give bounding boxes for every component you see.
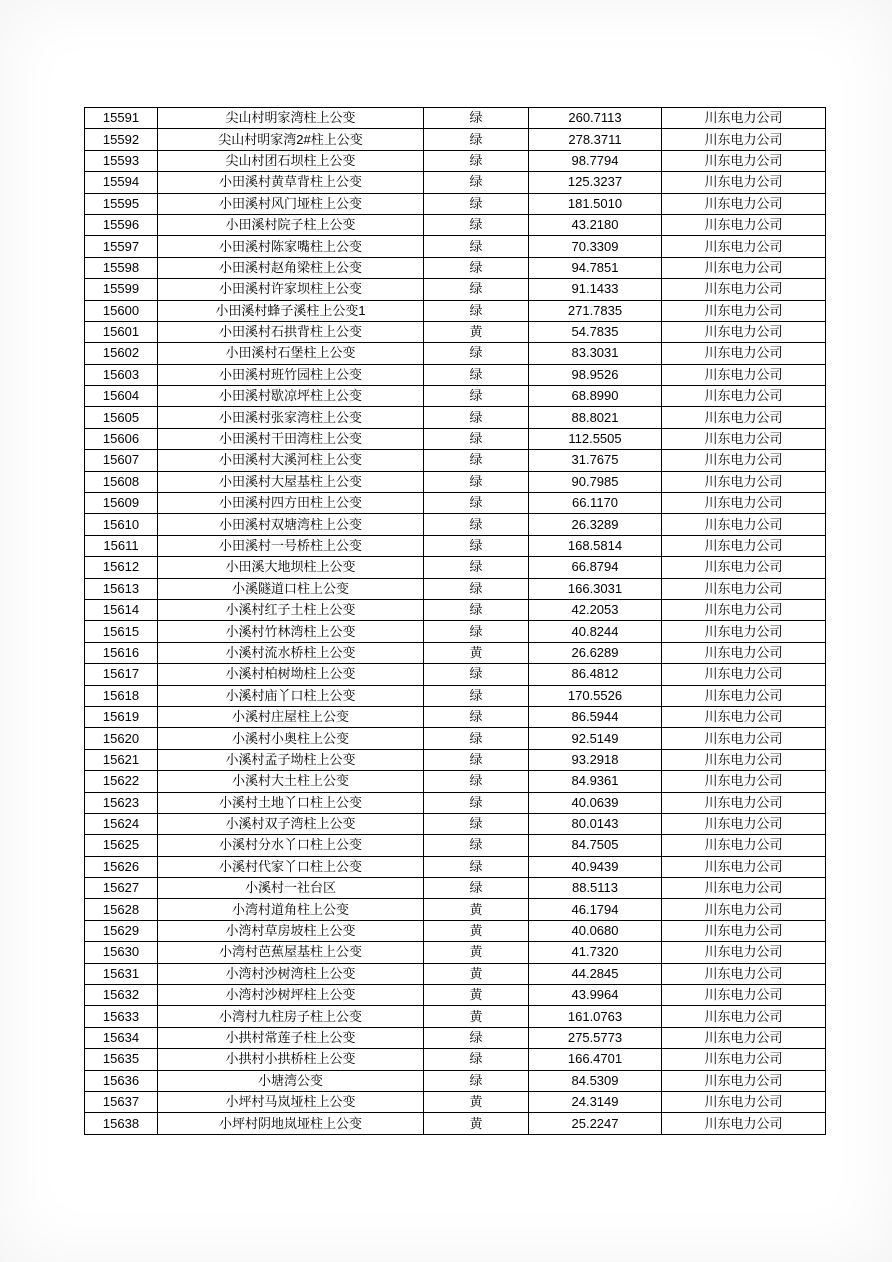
cell-value: 26.6289 [529, 642, 662, 663]
cell-name: 小溪村土地丫口柱上公变 [158, 792, 424, 813]
table-row [85, 985, 826, 1006]
cell-name: 小溪村柏树坳柱上公变 [158, 664, 424, 685]
table-row [85, 1113, 826, 1134]
table-row [85, 150, 826, 171]
cell-status: 绿 [424, 172, 529, 193]
cell-id: 15615 [85, 621, 158, 642]
cell-company: 川东电力公司 [662, 471, 826, 492]
table-row [85, 963, 826, 984]
cell-id: 15637 [85, 1091, 158, 1112]
cell-value: 43.2180 [529, 214, 662, 235]
cell-name: 小田溪村歇凉坪柱上公变 [158, 386, 424, 407]
cell-company: 川东电力公司 [662, 1027, 826, 1048]
cell-value: 43.9964 [529, 985, 662, 1006]
table-row [85, 706, 826, 727]
cell-name: 小溪隧道口柱上公变 [158, 578, 424, 599]
cell-id: 15617 [85, 664, 158, 685]
cell-company: 川东电力公司 [662, 236, 826, 257]
cell-company: 川东电力公司 [662, 706, 826, 727]
table-row [85, 428, 826, 449]
cell-value: 275.5773 [529, 1027, 662, 1048]
cell-company: 川东电力公司 [662, 1006, 826, 1027]
cell-name: 小溪村竹林湾柱上公变 [158, 621, 424, 642]
cell-name: 小田溪村风门垭柱上公变 [158, 193, 424, 214]
cell-value: 278.3711 [529, 129, 662, 150]
table-row [85, 407, 826, 428]
cell-name: 小溪村一社台区 [158, 878, 424, 899]
cell-value: 26.3289 [529, 514, 662, 535]
cell-value: 40.9439 [529, 856, 662, 877]
cell-company: 川东电力公司 [662, 728, 826, 749]
cell-name: 尖山村团石坝柱上公变 [158, 150, 424, 171]
cell-id: 15636 [85, 1070, 158, 1091]
cell-company: 川东电力公司 [662, 578, 826, 599]
cell-status: 黄 [424, 1113, 529, 1134]
cell-name: 小田溪村干田湾柱上公变 [158, 428, 424, 449]
cell-status: 绿 [424, 279, 529, 300]
cell-id: 15623 [85, 792, 158, 813]
table-row [85, 578, 826, 599]
table-row [85, 236, 826, 257]
table-row [85, 535, 826, 556]
cell-company: 川东电力公司 [662, 642, 826, 663]
table-row [85, 257, 826, 278]
cell-company: 川东电力公司 [662, 920, 826, 941]
cell-name: 小溪村代家丫口柱上公变 [158, 856, 424, 877]
table-body [85, 108, 826, 1135]
table-row [85, 771, 826, 792]
cell-value: 92.5149 [529, 728, 662, 749]
cell-company: 川东电力公司 [662, 300, 826, 321]
cell-id: 15632 [85, 985, 158, 1006]
cell-value: 41.7320 [529, 942, 662, 963]
cell-status: 绿 [424, 835, 529, 856]
cell-status: 绿 [424, 1070, 529, 1091]
cell-id: 15624 [85, 813, 158, 834]
cell-company: 川东电力公司 [662, 557, 826, 578]
cell-value: 94.7851 [529, 257, 662, 278]
cell-id: 15611 [85, 535, 158, 556]
cell-name: 小溪村大土柱上公变 [158, 771, 424, 792]
cell-id: 15593 [85, 150, 158, 171]
cell-status: 绿 [424, 386, 529, 407]
cell-company: 川东电力公司 [662, 343, 826, 364]
cell-status: 黄 [424, 985, 529, 1006]
cell-id: 15613 [85, 578, 158, 599]
cell-status: 绿 [424, 599, 529, 620]
table-row [85, 878, 826, 899]
cell-name: 小田溪村大溪河柱上公变 [158, 450, 424, 471]
cell-id: 15620 [85, 728, 158, 749]
cell-id: 15627 [85, 878, 158, 899]
cell-value: 54.7835 [529, 321, 662, 342]
table-row [85, 450, 826, 471]
table-row [85, 108, 826, 129]
cell-value: 84.9361 [529, 771, 662, 792]
cell-name: 小田溪村黄草背柱上公变 [158, 172, 424, 193]
cell-status: 绿 [424, 621, 529, 642]
table-row [85, 321, 826, 342]
cell-company: 川东电力公司 [662, 813, 826, 834]
cell-company: 川东电力公司 [662, 364, 826, 385]
cell-status: 黄 [424, 920, 529, 941]
cell-value: 86.4812 [529, 664, 662, 685]
cell-company: 川东电力公司 [662, 535, 826, 556]
cell-id: 15604 [85, 386, 158, 407]
cell-value: 125.3237 [529, 172, 662, 193]
cell-name: 小坪村马岚垭柱上公变 [158, 1091, 424, 1112]
cell-company: 川东电力公司 [662, 150, 826, 171]
cell-name: 小溪村庙丫口柱上公变 [158, 685, 424, 706]
table-row [85, 835, 826, 856]
cell-value: 66.8794 [529, 557, 662, 578]
cell-company: 川东电力公司 [662, 428, 826, 449]
cell-value: 80.0143 [529, 813, 662, 834]
cell-value: 84.5309 [529, 1070, 662, 1091]
cell-company: 川东电力公司 [662, 685, 826, 706]
cell-value: 112.5505 [529, 428, 662, 449]
cell-value: 40.8244 [529, 621, 662, 642]
table-row [85, 728, 826, 749]
cell-status: 黄 [424, 899, 529, 920]
table-row [85, 557, 826, 578]
cell-status: 绿 [424, 685, 529, 706]
cell-value: 70.3309 [529, 236, 662, 257]
cell-company: 川东电力公司 [662, 878, 826, 899]
cell-status: 绿 [424, 749, 529, 770]
table-row [85, 685, 826, 706]
cell-name: 小溪村流水桥柱上公变 [158, 642, 424, 663]
cell-value: 84.7505 [529, 835, 662, 856]
cell-status: 绿 [424, 557, 529, 578]
cell-company: 川东电力公司 [662, 1049, 826, 1070]
cell-status: 绿 [424, 214, 529, 235]
cell-company: 川东电力公司 [662, 214, 826, 235]
cell-name: 小田溪村许家坝柱上公变 [158, 279, 424, 300]
cell-company: 川东电力公司 [662, 835, 826, 856]
cell-name: 小田溪村四方田柱上公变 [158, 493, 424, 514]
cell-value: 88.8021 [529, 407, 662, 428]
table-row [85, 1027, 826, 1048]
cell-company: 川东电力公司 [662, 963, 826, 984]
table-row [85, 300, 826, 321]
cell-company: 川东电力公司 [662, 257, 826, 278]
cell-name: 小溪村双子湾柱上公变 [158, 813, 424, 834]
table-row [85, 214, 826, 235]
cell-status: 绿 [424, 535, 529, 556]
cell-company: 川东电力公司 [662, 493, 826, 514]
cell-status: 绿 [424, 108, 529, 129]
cell-value: 93.2918 [529, 749, 662, 770]
cell-value: 46.1794 [529, 899, 662, 920]
cell-status: 绿 [424, 514, 529, 535]
cell-name: 尖山村明家湾柱上公变 [158, 108, 424, 129]
cell-name: 小田溪村大屋基柱上公变 [158, 471, 424, 492]
cell-value: 66.1170 [529, 493, 662, 514]
cell-company: 川东电力公司 [662, 108, 826, 129]
cell-name: 尖山村明家湾2#柱上公变 [158, 129, 424, 150]
cell-status: 绿 [424, 578, 529, 599]
table-row [85, 129, 826, 150]
cell-status: 绿 [424, 813, 529, 834]
cell-name: 小田溪村张家湾柱上公变 [158, 407, 424, 428]
cell-status: 绿 [424, 856, 529, 877]
cell-name: 小田溪村班竹园柱上公变 [158, 364, 424, 385]
cell-id: 15608 [85, 471, 158, 492]
cell-value: 42.2053 [529, 599, 662, 620]
cell-company: 川东电力公司 [662, 1113, 826, 1134]
cell-status: 绿 [424, 129, 529, 150]
cell-value: 31.7675 [529, 450, 662, 471]
cell-status: 绿 [424, 471, 529, 492]
cell-value: 90.7985 [529, 471, 662, 492]
cell-status: 绿 [424, 1049, 529, 1070]
cell-name: 小溪村庄屋柱上公变 [158, 706, 424, 727]
cell-company: 川东电力公司 [662, 321, 826, 342]
cell-value: 168.5814 [529, 535, 662, 556]
cell-status: 黄 [424, 321, 529, 342]
cell-value: 88.5113 [529, 878, 662, 899]
cell-id: 15603 [85, 364, 158, 385]
table-row [85, 364, 826, 385]
cell-status: 绿 [424, 706, 529, 727]
cell-name: 小湾村草房坡柱上公变 [158, 920, 424, 941]
cell-name: 小田溪村一号桥柱上公变 [158, 535, 424, 556]
cell-company: 川东电力公司 [662, 856, 826, 877]
cell-status: 绿 [424, 878, 529, 899]
cell-company: 川东电力公司 [662, 193, 826, 214]
cell-id: 15596 [85, 214, 158, 235]
cell-name: 小田溪村石堡柱上公变 [158, 343, 424, 364]
cell-value: 40.0639 [529, 792, 662, 813]
cell-id: 15626 [85, 856, 158, 877]
table-row [85, 172, 826, 193]
table-row [85, 899, 826, 920]
cell-name: 小湾村九柱房子柱上公变 [158, 1006, 424, 1027]
cell-company: 川东电力公司 [662, 621, 826, 642]
cell-value: 91.1433 [529, 279, 662, 300]
cell-id: 15616 [85, 642, 158, 663]
cell-id: 15597 [85, 236, 158, 257]
cell-company: 川东电力公司 [662, 450, 826, 471]
cell-id: 15631 [85, 963, 158, 984]
cell-id: 15618 [85, 685, 158, 706]
cell-value: 40.0680 [529, 920, 662, 941]
cell-value: 24.3149 [529, 1091, 662, 1112]
table-row [85, 386, 826, 407]
cell-name: 小溪村孟子坳柱上公变 [158, 749, 424, 770]
table-row [85, 279, 826, 300]
cell-name: 小田溪村院子柱上公变 [158, 214, 424, 235]
cell-value: 98.9526 [529, 364, 662, 385]
cell-value: 83.3031 [529, 343, 662, 364]
cell-value: 86.5944 [529, 706, 662, 727]
cell-id: 15629 [85, 920, 158, 941]
cell-name: 小溪村分水丫口柱上公变 [158, 835, 424, 856]
cell-name: 小湾村道角柱上公变 [158, 899, 424, 920]
cell-status: 绿 [424, 771, 529, 792]
cell-id: 15600 [85, 300, 158, 321]
cell-id: 15610 [85, 514, 158, 535]
cell-value: 98.7794 [529, 150, 662, 171]
table-row [85, 343, 826, 364]
cell-value: 166.4701 [529, 1049, 662, 1070]
cell-name: 小塘湾公变 [158, 1070, 424, 1091]
cell-value: 25.2247 [529, 1113, 662, 1134]
cell-id: 15602 [85, 343, 158, 364]
cell-name: 小田溪村蜂子溪柱上公变1 [158, 300, 424, 321]
cell-name: 小田溪大地坝柱上公变 [158, 557, 424, 578]
cell-id: 15598 [85, 257, 158, 278]
cell-status: 绿 [424, 728, 529, 749]
cell-status: 绿 [424, 150, 529, 171]
table-row [85, 856, 826, 877]
cell-value: 166.3031 [529, 578, 662, 599]
cell-status: 黄 [424, 963, 529, 984]
cell-id: 15594 [85, 172, 158, 193]
cell-value: 170.5526 [529, 685, 662, 706]
table-row [85, 664, 826, 685]
cell-id: 15595 [85, 193, 158, 214]
cell-id: 15633 [85, 1006, 158, 1027]
cell-status: 绿 [424, 236, 529, 257]
transformer-table [84, 107, 826, 1135]
cell-company: 川东电力公司 [662, 129, 826, 150]
cell-status: 绿 [424, 343, 529, 364]
cell-id: 15622 [85, 771, 158, 792]
cell-status: 绿 [424, 407, 529, 428]
cell-name: 小田溪村赵角梁柱上公变 [158, 257, 424, 278]
cell-name: 小湾村芭蕉屋基柱上公变 [158, 942, 424, 963]
cell-id: 15599 [85, 279, 158, 300]
cell-name: 小拱村小拱桥柱上公变 [158, 1049, 424, 1070]
cell-id: 15621 [85, 749, 158, 770]
cell-id: 15605 [85, 407, 158, 428]
cell-status: 绿 [424, 364, 529, 385]
cell-value: 68.8990 [529, 386, 662, 407]
cell-id: 15591 [85, 108, 158, 129]
cell-company: 川东电力公司 [662, 407, 826, 428]
cell-value: 260.7113 [529, 108, 662, 129]
cell-id: 15614 [85, 599, 158, 620]
table-row [85, 1049, 826, 1070]
table-row [85, 813, 826, 834]
cell-id: 15607 [85, 450, 158, 471]
cell-company: 川东电力公司 [662, 599, 826, 620]
cell-company: 川东电力公司 [662, 386, 826, 407]
table-row [85, 471, 826, 492]
cell-name: 小田溪村石拱背柱上公变 [158, 321, 424, 342]
cell-status: 绿 [424, 193, 529, 214]
cell-id: 15634 [85, 1027, 158, 1048]
cell-id: 15592 [85, 129, 158, 150]
cell-id: 15635 [85, 1049, 158, 1070]
cell-name: 小湾村沙树湾柱上公变 [158, 963, 424, 984]
cell-company: 川东电力公司 [662, 985, 826, 1006]
cell-id: 15606 [85, 428, 158, 449]
cell-company: 川东电力公司 [662, 1091, 826, 1112]
cell-name: 小溪村小奥柱上公变 [158, 728, 424, 749]
cell-status: 黄 [424, 942, 529, 963]
cell-id: 15638 [85, 1113, 158, 1134]
cell-company: 川东电力公司 [662, 664, 826, 685]
table-row [85, 920, 826, 941]
cell-status: 绿 [424, 664, 529, 685]
table-row [85, 621, 826, 642]
cell-name: 小田溪村陈家嘴柱上公变 [158, 236, 424, 257]
table-row [85, 1070, 826, 1091]
table-row [85, 193, 826, 214]
cell-value: 271.7835 [529, 300, 662, 321]
table-row [85, 599, 826, 620]
cell-id: 15619 [85, 706, 158, 727]
cell-status: 绿 [424, 1027, 529, 1048]
cell-company: 川东电力公司 [662, 792, 826, 813]
table-row [85, 749, 826, 770]
cell-company: 川东电力公司 [662, 172, 826, 193]
cell-value: 181.5010 [529, 193, 662, 214]
cell-status: 绿 [424, 493, 529, 514]
cell-status: 绿 [424, 428, 529, 449]
cell-company: 川东电力公司 [662, 942, 826, 963]
table-row [85, 942, 826, 963]
cell-company: 川东电力公司 [662, 514, 826, 535]
cell-name: 小田溪村双塘湾柱上公变 [158, 514, 424, 535]
cell-id: 15609 [85, 493, 158, 514]
cell-status: 黄 [424, 1091, 529, 1112]
cell-status: 绿 [424, 300, 529, 321]
cell-status: 绿 [424, 257, 529, 278]
cell-value: 44.2845 [529, 963, 662, 984]
table-row [85, 493, 826, 514]
cell-status: 绿 [424, 792, 529, 813]
cell-id: 15630 [85, 942, 158, 963]
table-row [85, 1091, 826, 1112]
cell-name: 小溪村红子土柱上公变 [158, 599, 424, 620]
cell-company: 川东电力公司 [662, 771, 826, 792]
cell-id: 15612 [85, 557, 158, 578]
cell-company: 川东电力公司 [662, 749, 826, 770]
cell-name: 小拱村常莲子柱上公变 [158, 1027, 424, 1048]
cell-status: 黄 [424, 642, 529, 663]
table-row [85, 792, 826, 813]
cell-name: 小坪村阴地岚垭柱上公变 [158, 1113, 424, 1134]
cell-company: 川东电力公司 [662, 1070, 826, 1091]
cell-status: 绿 [424, 450, 529, 471]
cell-value: 161.0763 [529, 1006, 662, 1027]
table-row [85, 1006, 826, 1027]
cell-status: 黄 [424, 1006, 529, 1027]
table-row [85, 514, 826, 535]
cell-id: 15625 [85, 835, 158, 856]
cell-company: 川东电力公司 [662, 279, 826, 300]
cell-company: 川东电力公司 [662, 899, 826, 920]
cell-name: 小湾村沙树坪柱上公变 [158, 985, 424, 1006]
cell-id: 15601 [85, 321, 158, 342]
cell-id: 15628 [85, 899, 158, 920]
table-row [85, 642, 826, 663]
